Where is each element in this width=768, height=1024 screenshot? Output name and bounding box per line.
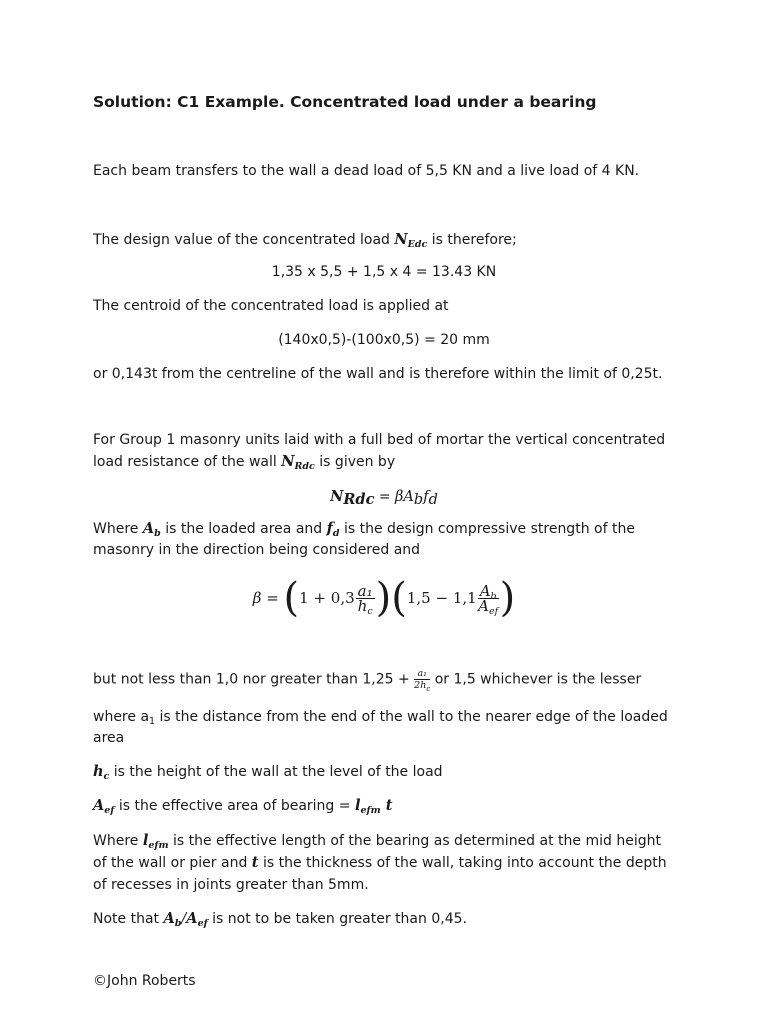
math-ab-aef: $A_b/A_{ef}$: [163, 910, 208, 929]
math-ab: $A_b$: [142, 520, 161, 539]
fraction-ab-aef: $\frac{A_b}{A_{ef}}$: [478, 581, 499, 617]
paragraph-design-value: The design value of the concentrated load $N_{Edc}$ is therefore;: [93, 231, 517, 250]
fraction-a1-2hc: $\frac{\text{a₁}}{2h_c}$: [414, 668, 431, 693]
paragraph-aef: $A_{ef}$ is the effective area of bearing = $l_{efm}$ t: [93, 797, 393, 816]
paragraph-note: Note that $A_b/A_{ef}$ is not to be taken greater than 0,45.: [93, 910, 467, 929]
paragraph-lefm-line1: Where $l_{efm}$ is the effective length of the bearing as determined at the mid height: [93, 832, 661, 851]
paragraph-where-a1-line2: area: [93, 730, 125, 746]
equation-nrdc: $N_{Rdc} = \beta A_bf_d$: [330, 488, 438, 508]
math-lefm: $l_{efm}$: [354, 797, 381, 816]
paragraph-where-a1-line1: where $a_1$ is the distance from the end of the wall to the nearer edge of the loaded: [93, 709, 668, 727]
paragraph-group1-line2: load resistance of the wall $N_{Rdc}$ is given by: [93, 453, 396, 472]
math-hc: $h_c$: [93, 763, 110, 782]
paragraph-hc: $h_c$ is the height of the wall at the level of the load: [93, 763, 443, 782]
equation-centroid: (140x0,5)-(100x0,5) = 20 mm: [278, 332, 490, 348]
equation-design-load: 1,35 x 5,5 + 1,5 x 4 = 13.43 KN: [271, 264, 497, 280]
math-nrdc: $N_{Rdc}$: [281, 453, 315, 472]
paragraph-group1-line1: For Group 1 masonry units laid with a full bed of mortar the vertical concentrated: [93, 432, 666, 448]
paragraph-where-ab-line2: masonry in the direction being considered and: [93, 542, 421, 558]
paragraph-limit: or 0,143t from the centreline of the wall and is therefore within the limit of 0,25t.: [93, 366, 663, 382]
paragraph-lefm-line3: of recesses in joints greater than 5mm.: [93, 877, 369, 893]
fraction-a1-hc: $\frac{\text{a₁}}{h_c}$: [357, 581, 373, 617]
math-aef: $A_{ef}$: [93, 797, 115, 816]
equation-beta: β = (1 + 0,3 $\frac{\text{a₁}}{h_c}$ )(1,5 − 1,1 $\frac{A_b}{A_{ef}}$ ): [252, 575, 516, 621]
math-nedc: $N_{Edc}$: [394, 231, 428, 250]
page-title: Solution: C1 Example. Concentrated load under a bearing: [93, 93, 597, 111]
paragraph-lefm-line2: of the wall or pier and t is the thickness of the wall, taking into account the depth: [93, 854, 667, 871]
math-fd: $f_d$: [326, 520, 340, 539]
paragraph-not-less-than: but not less than 1,0 nor greater than 1,25 + $\frac{\text{a₁}}{2h_c}$ or 1,5 whichever is the lesser: [93, 668, 642, 693]
paragraph-where-ab-line1: Where $A_b$ is the loaded area and $f_d$ is the design compressive strength of the: [93, 520, 635, 539]
paragraph-centroid: The centroid of the concentrated load is applied at: [93, 298, 449, 314]
footer-copyright: ©John Roberts: [93, 973, 196, 989]
paragraph-loads: Each beam transfers to the wall a dead load of 5,5 KN and a live load of 4 KN.: [93, 163, 640, 179]
math-lefm-2: $l_{efm}$: [142, 832, 169, 851]
